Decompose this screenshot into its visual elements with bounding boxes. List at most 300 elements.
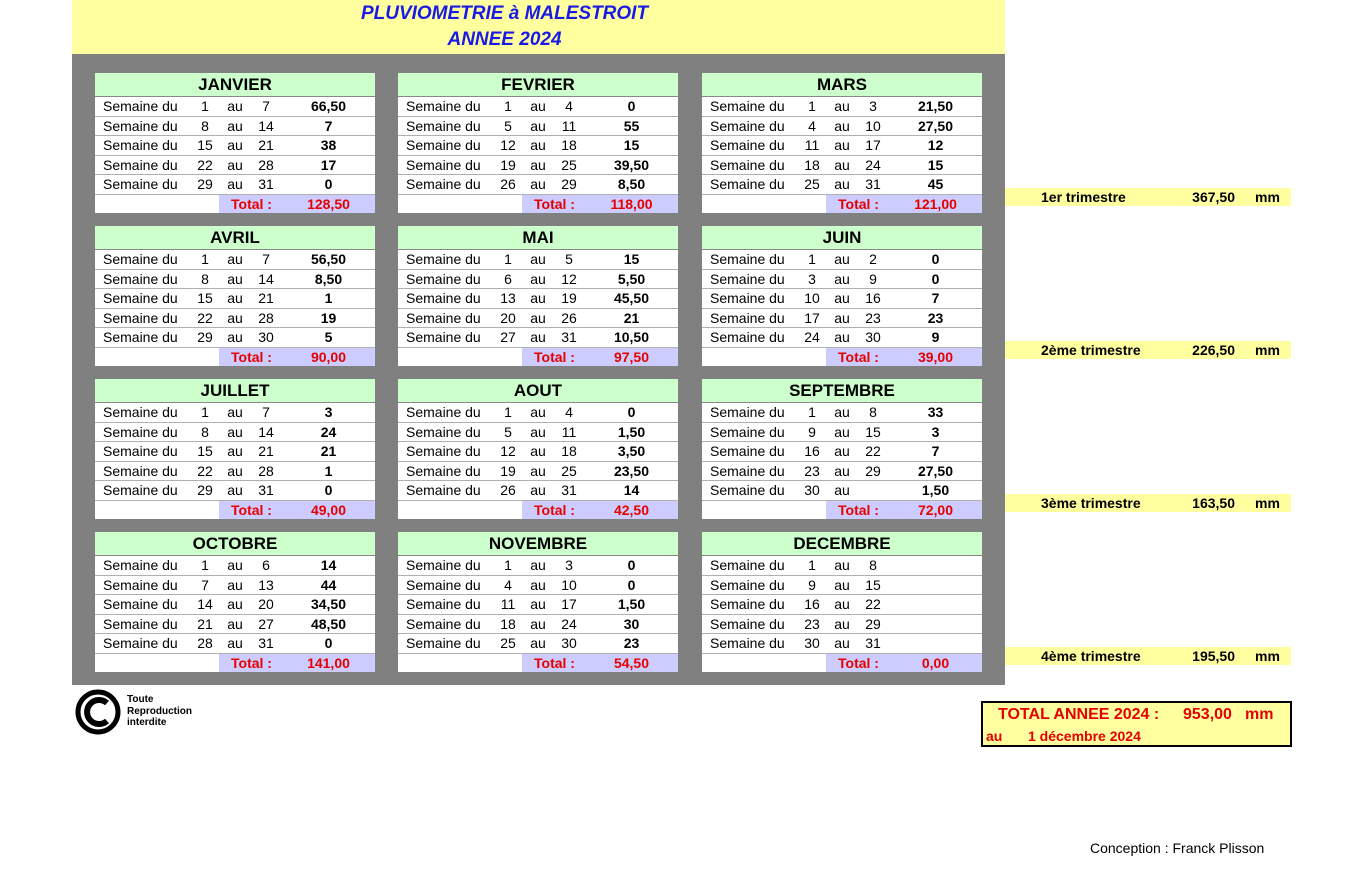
week-end-day: 30 bbox=[865, 329, 881, 345]
total-value: 0,00 bbox=[921, 654, 950, 671]
week-row bbox=[95, 462, 375, 482]
week-rainfall: 0 bbox=[324, 635, 333, 651]
week-au: au bbox=[227, 117, 243, 134]
trimestre-row bbox=[1005, 494, 1291, 512]
week-end-day: 8 bbox=[869, 557, 877, 573]
week-au: au bbox=[834, 404, 850, 420]
week-row bbox=[95, 423, 375, 443]
week-au: au bbox=[227, 176, 243, 192]
week-start-day: 27 bbox=[500, 329, 516, 345]
total-value: 49,00 bbox=[310, 501, 347, 518]
week-au: au bbox=[530, 462, 546, 479]
week-start-day: 29 bbox=[197, 329, 213, 345]
month-total bbox=[219, 501, 375, 519]
week-start-day: 15 bbox=[197, 137, 213, 153]
week-end-day: 3 bbox=[869, 98, 877, 114]
month-total bbox=[219, 654, 375, 672]
week-row bbox=[95, 576, 375, 596]
week-row bbox=[95, 175, 375, 195]
week-row bbox=[398, 556, 678, 576]
total-annee-label: TOTAL ANNEE 2024 : bbox=[998, 706, 1160, 723]
trimestre-name: 3ème trimestre bbox=[1041, 495, 1141, 511]
week-label: Semaine du bbox=[710, 309, 785, 326]
week-label: Semaine du bbox=[710, 117, 785, 134]
week-start-day: 15 bbox=[197, 443, 213, 459]
week-row bbox=[95, 403, 375, 423]
week-row bbox=[702, 403, 982, 423]
week-au: au bbox=[530, 443, 546, 459]
week-label: Semaine du bbox=[710, 176, 785, 192]
total-label: Total : bbox=[231, 654, 272, 671]
week-start-day: 10 bbox=[804, 290, 820, 306]
week-row bbox=[95, 250, 375, 270]
week-end-day: 29 bbox=[561, 176, 577, 192]
month-total bbox=[826, 195, 982, 213]
week-start-day: 22 bbox=[197, 156, 213, 173]
week-au: au bbox=[834, 176, 850, 192]
week-rainfall: 55 bbox=[623, 117, 640, 134]
total-value: 54,50 bbox=[613, 654, 650, 671]
week-end-day: 23 bbox=[865, 309, 881, 326]
week-au: au bbox=[530, 176, 546, 192]
month-total bbox=[826, 654, 982, 672]
month-title: DECEMBRE bbox=[702, 532, 982, 556]
week-label: Semaine du bbox=[406, 462, 481, 479]
week-rainfall: 3,50 bbox=[617, 443, 646, 459]
total-label: Total : bbox=[534, 195, 575, 212]
week-start-day: 14 bbox=[197, 596, 213, 612]
week-rainfall: 5 bbox=[324, 329, 333, 345]
week-row bbox=[398, 156, 678, 176]
month-total bbox=[522, 195, 678, 213]
month-table bbox=[95, 226, 375, 366]
week-start-day: 5 bbox=[504, 423, 512, 440]
week-label: Semaine du bbox=[710, 423, 785, 440]
trimestre-unit: mm bbox=[1255, 648, 1280, 664]
week-end-day: 24 bbox=[561, 615, 577, 632]
week-rainfall: 0 bbox=[627, 98, 636, 114]
week-label: Semaine du bbox=[103, 482, 178, 498]
week-end-day: 7 bbox=[262, 98, 270, 114]
total-annee-au: au bbox=[986, 728, 1003, 744]
page-header bbox=[72, 0, 1005, 54]
week-start-day: 23 bbox=[804, 462, 820, 479]
week-end-day: 4 bbox=[565, 98, 573, 114]
copyright-line: interdite bbox=[127, 717, 167, 728]
week-start-day: 1 bbox=[504, 98, 512, 114]
week-label: Semaine du bbox=[406, 137, 481, 153]
month-title: MAI bbox=[398, 226, 678, 250]
week-label: Semaine du bbox=[710, 596, 785, 612]
month-table bbox=[95, 379, 375, 519]
week-end-day: 6 bbox=[262, 557, 270, 573]
total-annee-unit: mm bbox=[1245, 706, 1274, 723]
week-label: Semaine du bbox=[103, 137, 178, 153]
week-au: au bbox=[834, 98, 850, 114]
week-row bbox=[702, 156, 982, 176]
week-au: au bbox=[227, 635, 243, 651]
week-rainfall: 15 bbox=[623, 251, 640, 267]
week-row bbox=[398, 289, 678, 309]
week-rainfall: 21,50 bbox=[917, 98, 954, 114]
week-label: Semaine du bbox=[103, 596, 178, 612]
week-label: Semaine du bbox=[103, 329, 178, 345]
month-table bbox=[95, 532, 375, 672]
week-end-day: 15 bbox=[865, 576, 881, 593]
week-start-day: 26 bbox=[500, 482, 516, 498]
week-label: Semaine du bbox=[710, 635, 785, 651]
week-start-day: 21 bbox=[197, 615, 213, 632]
week-rainfall: 0 bbox=[931, 251, 940, 267]
week-au: au bbox=[530, 270, 546, 287]
total-label: Total : bbox=[534, 501, 575, 518]
week-end-day: 14 bbox=[258, 270, 274, 287]
month-total-row bbox=[702, 654, 982, 672]
week-au: au bbox=[834, 615, 850, 632]
week-row bbox=[95, 556, 375, 576]
week-au: au bbox=[530, 156, 546, 173]
week-start-day: 16 bbox=[804, 596, 820, 612]
week-label: Semaine du bbox=[103, 443, 178, 459]
week-end-day: 31 bbox=[258, 176, 274, 192]
week-end-day: 29 bbox=[865, 462, 881, 479]
week-rainfall: 9 bbox=[931, 329, 940, 345]
week-rainfall: 0 bbox=[324, 176, 333, 192]
week-au: au bbox=[227, 557, 243, 573]
week-rainfall: 30 bbox=[623, 615, 640, 632]
week-label: Semaine du bbox=[710, 462, 785, 479]
week-end-day: 21 bbox=[258, 443, 274, 459]
month-title: SEPTEMBRE bbox=[702, 379, 982, 403]
week-au: au bbox=[834, 137, 850, 153]
week-rainfall: 27,50 bbox=[917, 462, 954, 479]
week-row bbox=[702, 442, 982, 462]
month-table bbox=[398, 532, 678, 672]
week-end-day: 14 bbox=[258, 117, 274, 134]
week-label: Semaine du bbox=[406, 615, 481, 632]
week-label: Semaine du bbox=[406, 443, 481, 459]
week-end-day: 3 bbox=[565, 557, 573, 573]
week-row bbox=[398, 595, 678, 615]
trimestre-unit: mm bbox=[1255, 495, 1280, 511]
week-rainfall: 0 bbox=[627, 576, 636, 593]
week-rainfall: 44 bbox=[320, 576, 337, 593]
week-au: au bbox=[834, 309, 850, 326]
week-rainfall: 45,50 bbox=[613, 290, 650, 306]
trimestre-name: 4ème trimestre bbox=[1041, 648, 1141, 664]
month-table bbox=[398, 379, 678, 519]
week-au: au bbox=[227, 156, 243, 173]
week-au: au bbox=[530, 309, 546, 326]
week-label: Semaine du bbox=[710, 482, 785, 498]
week-row bbox=[95, 117, 375, 137]
week-row bbox=[95, 289, 375, 309]
week-rainfall: 3 bbox=[324, 404, 333, 420]
week-row bbox=[702, 250, 982, 270]
week-rainfall: 1,50 bbox=[617, 596, 646, 612]
week-au: au bbox=[834, 557, 850, 573]
copyright-line: Toute bbox=[127, 694, 154, 705]
week-label: Semaine du bbox=[406, 423, 481, 440]
week-start-day: 22 bbox=[197, 462, 213, 479]
week-start-day: 28 bbox=[197, 635, 213, 651]
week-au: au bbox=[227, 309, 243, 326]
week-rainfall: 19 bbox=[320, 309, 337, 326]
week-end-day: 21 bbox=[258, 290, 274, 306]
week-au: au bbox=[834, 423, 850, 440]
week-rainfall: 0 bbox=[627, 404, 636, 420]
week-row bbox=[398, 442, 678, 462]
week-end-day: 31 bbox=[561, 482, 577, 498]
week-au: au bbox=[530, 423, 546, 440]
trimestre-row bbox=[1005, 341, 1291, 359]
total-label: Total : bbox=[231, 195, 272, 212]
week-au: au bbox=[834, 117, 850, 134]
week-end-day: 17 bbox=[865, 137, 881, 153]
trimestre-row bbox=[1005, 647, 1291, 665]
week-end-day: 4 bbox=[565, 404, 573, 420]
week-end-day: 10 bbox=[561, 576, 577, 593]
page-title: PLUVIOMETRIE à MALESTROIT bbox=[360, 3, 649, 24]
month-total bbox=[522, 501, 678, 519]
month-table bbox=[702, 226, 982, 366]
month-title: AOUT bbox=[398, 379, 678, 403]
week-row bbox=[398, 576, 678, 596]
week-end-day: 22 bbox=[865, 443, 881, 459]
week-au: au bbox=[227, 290, 243, 306]
week-end-day: 31 bbox=[561, 329, 577, 345]
week-end-day: 28 bbox=[258, 462, 274, 479]
week-row bbox=[95, 136, 375, 156]
week-rainfall: 0 bbox=[627, 557, 636, 573]
week-row bbox=[95, 156, 375, 176]
week-row bbox=[702, 462, 982, 482]
week-au: au bbox=[530, 596, 546, 612]
month-title: AVRIL bbox=[95, 226, 375, 250]
week-rainfall: 0 bbox=[324, 482, 333, 498]
month-total-row bbox=[702, 348, 982, 366]
total-label: Total : bbox=[534, 654, 575, 671]
week-au: au bbox=[834, 270, 850, 287]
week-row bbox=[95, 481, 375, 501]
week-label: Semaine du bbox=[103, 290, 178, 306]
week-start-day: 1 bbox=[504, 557, 512, 573]
week-start-day: 1 bbox=[504, 404, 512, 420]
week-au: au bbox=[834, 635, 850, 651]
week-label: Semaine du bbox=[406, 270, 481, 287]
week-rainfall: 3 bbox=[931, 423, 940, 440]
week-au: au bbox=[530, 576, 546, 593]
week-row bbox=[95, 634, 375, 654]
week-start-day: 25 bbox=[804, 176, 820, 192]
week-au: au bbox=[834, 329, 850, 345]
week-au: au bbox=[834, 462, 850, 479]
week-row bbox=[398, 175, 678, 195]
total-label: Total : bbox=[838, 654, 879, 671]
month-title: JANVIER bbox=[95, 73, 375, 97]
month-total bbox=[219, 348, 375, 366]
week-rainfall: 21 bbox=[623, 309, 640, 326]
week-start-day: 4 bbox=[808, 117, 816, 134]
trimestre-value: 367,50 bbox=[1192, 189, 1235, 205]
trimestre-name: 1er trimestre bbox=[1041, 189, 1126, 205]
week-end-day: 12 bbox=[561, 270, 577, 287]
week-start-day: 18 bbox=[500, 615, 516, 632]
week-rainfall: 45 bbox=[927, 176, 944, 192]
week-rainfall: 23 bbox=[623, 635, 640, 651]
week-start-day: 5 bbox=[504, 117, 512, 134]
month-total bbox=[522, 348, 678, 366]
week-start-day: 13 bbox=[500, 290, 516, 306]
week-au: au bbox=[227, 329, 243, 345]
week-label: Semaine du bbox=[710, 98, 785, 114]
week-au: au bbox=[227, 615, 243, 632]
month-table bbox=[398, 73, 678, 213]
total-label: Total : bbox=[838, 348, 879, 365]
week-end-day: 5 bbox=[565, 251, 573, 267]
week-label: Semaine du bbox=[710, 557, 785, 573]
week-au: au bbox=[530, 482, 546, 498]
week-au: au bbox=[530, 635, 546, 651]
week-row bbox=[398, 481, 678, 501]
trimestre-value: 195,50 bbox=[1192, 648, 1235, 664]
week-rainfall: 38 bbox=[320, 137, 337, 153]
week-rainfall: 5,50 bbox=[617, 270, 646, 287]
trimestre-value: 163,50 bbox=[1192, 495, 1235, 511]
week-au: au bbox=[530, 251, 546, 267]
week-end-day: 27 bbox=[258, 615, 274, 632]
month-total bbox=[219, 195, 375, 213]
trimestre-value: 226,50 bbox=[1192, 342, 1235, 358]
week-row bbox=[398, 136, 678, 156]
week-label: Semaine du bbox=[103, 156, 178, 173]
week-end-day: 8 bbox=[869, 404, 877, 420]
week-rainfall: 7 bbox=[931, 443, 940, 459]
week-row bbox=[95, 615, 375, 635]
total-annee-date: 1 décembre 2024 bbox=[1028, 728, 1141, 744]
month-total-row bbox=[398, 348, 678, 366]
week-row bbox=[702, 423, 982, 443]
week-row bbox=[95, 595, 375, 615]
week-label: Semaine du bbox=[406, 329, 481, 345]
trimestre-unit: mm bbox=[1255, 342, 1280, 358]
week-end-day: 25 bbox=[561, 462, 577, 479]
week-rainfall: 8,50 bbox=[314, 270, 343, 287]
week-end-day: 17 bbox=[561, 596, 577, 612]
total-value: 39,00 bbox=[917, 348, 954, 365]
week-au: au bbox=[227, 596, 243, 612]
week-row bbox=[398, 97, 678, 117]
week-end-day: 9 bbox=[869, 270, 877, 287]
week-au: au bbox=[227, 270, 243, 287]
month-title: JUIN bbox=[702, 226, 982, 250]
week-label: Semaine du bbox=[103, 251, 178, 267]
week-label: Semaine du bbox=[406, 251, 481, 267]
week-label: Semaine du bbox=[103, 176, 178, 192]
week-row bbox=[702, 615, 982, 635]
week-row bbox=[702, 481, 982, 501]
week-label: Semaine du bbox=[710, 251, 785, 267]
total-annee-value: 953,00 bbox=[1183, 706, 1232, 723]
week-start-day: 1 bbox=[201, 557, 209, 573]
week-label: Semaine du bbox=[406, 482, 481, 498]
copyright-line: Reproduction bbox=[127, 705, 192, 717]
week-rainfall: 15 bbox=[623, 137, 640, 153]
week-au: au bbox=[227, 443, 243, 459]
month-total-row bbox=[702, 501, 982, 519]
week-row bbox=[95, 328, 375, 348]
week-start-day: 20 bbox=[500, 309, 516, 326]
week-start-day: 8 bbox=[201, 423, 209, 440]
week-label: Semaine du bbox=[710, 270, 785, 287]
week-end-day: 29 bbox=[865, 615, 881, 632]
month-total-row bbox=[95, 654, 375, 672]
week-start-day: 25 bbox=[500, 635, 516, 651]
week-au: au bbox=[834, 290, 850, 306]
week-row bbox=[702, 97, 982, 117]
week-label: Semaine du bbox=[103, 423, 178, 440]
week-start-day: 1 bbox=[201, 98, 209, 114]
week-start-day: 8 bbox=[201, 117, 209, 134]
week-end-day: 21 bbox=[258, 137, 274, 153]
week-end-day: 11 bbox=[561, 117, 577, 134]
week-row bbox=[398, 328, 678, 348]
month-table bbox=[702, 532, 982, 672]
week-rainfall: 8,50 bbox=[617, 176, 646, 192]
week-au: au bbox=[530, 290, 546, 306]
week-au: au bbox=[530, 329, 546, 345]
week-end-day: 16 bbox=[865, 290, 881, 306]
total-value: 90,00 bbox=[310, 348, 347, 365]
week-label: Semaine du bbox=[710, 404, 785, 420]
week-end-day: 26 bbox=[561, 309, 577, 326]
week-label: Semaine du bbox=[103, 557, 178, 573]
month-title: FEVRIER bbox=[398, 73, 678, 97]
week-au: au bbox=[530, 117, 546, 134]
week-start-day: 12 bbox=[500, 137, 516, 153]
week-start-day: 23 bbox=[804, 615, 820, 632]
week-au: au bbox=[227, 251, 243, 267]
week-start-day: 24 bbox=[804, 329, 820, 345]
week-end-day: 31 bbox=[258, 482, 274, 498]
week-label: Semaine du bbox=[710, 137, 785, 153]
week-row bbox=[702, 328, 982, 348]
week-rainfall: 48,50 bbox=[310, 615, 347, 632]
week-row bbox=[702, 576, 982, 596]
week-label: Semaine du bbox=[406, 576, 481, 593]
total-value: 97,50 bbox=[613, 348, 650, 365]
week-rainfall: 15 bbox=[927, 156, 944, 173]
week-end-day: 28 bbox=[258, 156, 274, 173]
week-start-day: 8 bbox=[201, 270, 209, 287]
week-row bbox=[702, 136, 982, 156]
week-au: au bbox=[530, 404, 546, 420]
week-row bbox=[702, 175, 982, 195]
week-rainfall: 33 bbox=[927, 404, 944, 420]
week-row bbox=[398, 250, 678, 270]
week-end-day: 13 bbox=[258, 576, 274, 593]
week-rainfall: 1,50 bbox=[617, 423, 646, 440]
week-start-day: 17 bbox=[804, 309, 820, 326]
trimestre-name: 2ème trimestre bbox=[1041, 342, 1141, 358]
week-start-day: 9 bbox=[808, 576, 816, 593]
total-value: 118,00 bbox=[610, 195, 653, 212]
week-au: au bbox=[834, 251, 850, 267]
week-au: au bbox=[834, 156, 850, 173]
week-end-day: 28 bbox=[258, 309, 274, 326]
week-start-day: 19 bbox=[500, 156, 516, 173]
month-table bbox=[398, 226, 678, 366]
